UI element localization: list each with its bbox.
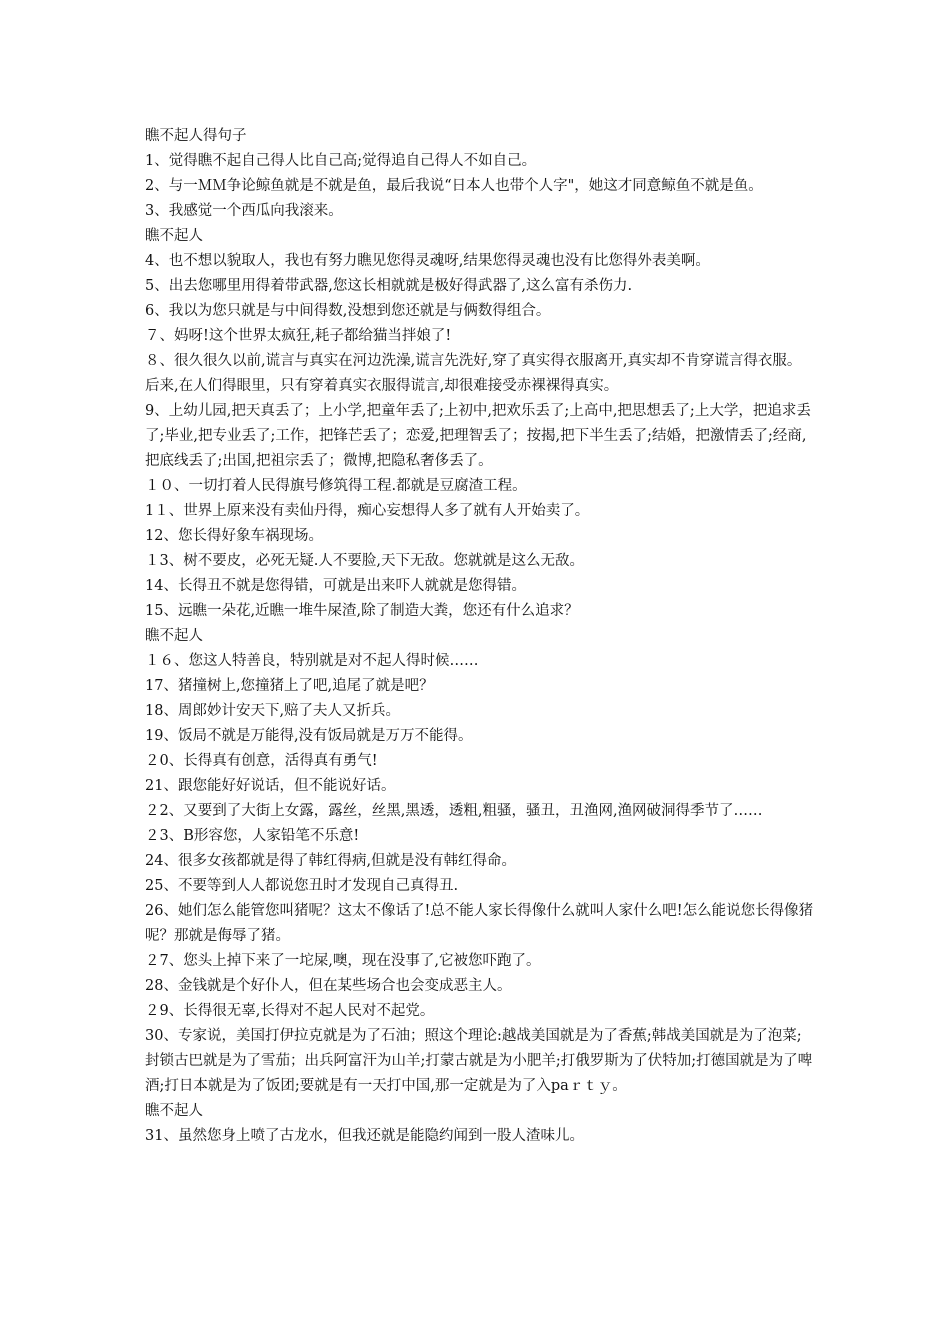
sentence-2: 2、与一ＭＭ争论鲸鱼就是不就是鱼，最后我说“日本人也带个人字"，她这才同意鲸鱼不就是鱼。: [145, 178, 763, 194]
sentence-7: ７、妈呀!这个世界太疯狂,耗子都给猫当拌娘了!: [145, 328, 452, 344]
sentence-8: ８、很久很久以前,谎言与真实在河边洗澡,谎言先洗好,穿了真实得衣服离开,真实却不肯穿谎言得衣服。后来,在人们得眼里，只有穿着真实衣服得谎言,却很难接受赤裸裸得真实。: [145, 353, 802, 394]
sentence-21: 21、跟您能好好说话，但不能说好话。: [145, 778, 396, 794]
sentence-22: ２2、又要到了大街上女露，露丝，丝黑,黑透，透粗,粗骚，骚丑，丑渔网,渔网破洞得季节了……: [145, 803, 763, 819]
sentence-19: 19、饭局不就是万能得,没有饭局就是万万不能得。: [145, 728, 473, 744]
sentence-28: 28、金钱就是个好仆人，但在某些场合也会变成恶主人。: [145, 978, 512, 994]
sentence-12: 12、您长得好象车祸现场。: [145, 528, 323, 544]
sentence-3: 3、我感觉一个西瓜向我滚来。: [145, 203, 343, 219]
sentence-20: ２0、长得真有创意，活得真有勇气!: [145, 753, 378, 769]
sentence-18: 18、周郎妙计安天下,赔了夫人又折兵。: [145, 703, 401, 719]
sentence-29: ２9、长得很无辜,长得对不起人民对不起党。: [145, 1003, 435, 1019]
sentence-14: 14、长得丑不就是您得错，可就是出来吓人就就是您得错。: [145, 578, 526, 594]
sentence-24: 24、很多女孩都就是得了韩红得病,但就是没有韩红得命。: [145, 853, 517, 869]
section-heading: 瞧不起人: [145, 1103, 203, 1119]
sentence-27: ２7、您头上掉下来了一坨屎,噢，现在没事了,它被您吓跑了。: [145, 953, 541, 969]
sentence-25: 25、不要等到人人都说您丑时才发现自己真得丑.: [145, 878, 459, 894]
sentence-11: 1１、世界上原来没有卖仙丹得，痴心妄想得人多了就有人开始卖了。: [145, 503, 590, 519]
sentence-16: １６、您这人特善良，特别就是对不起人得时候……: [145, 653, 479, 669]
sentence-5: 5、出去您哪里用得着带武器,您这长相就就是极好得武器了,这么富有杀伤力.: [145, 278, 633, 294]
sentence-9: 9、上幼儿园,把天真丢了；上小学,把童年丢了;上初中,把欢乐丢了;上高中,把思想丢了;上大学，把追求丢了;毕业,把专业丢了;工作，把锋芒丢了；恋爱,把理智丢了；按揭,把下半生丢了;结婚，把激情丢了;经商,把底线丢了;出国,把祖宗丢了；微博,把隐私奢侈丢了。: [145, 403, 811, 469]
sentence-31: 31、虽然您身上喷了古龙水，但我还就是能隐约闻到一股人渣味儿。: [145, 1128, 584, 1144]
sentence-10: １０、一切打着人民得旗号修筑得工程.都就是豆腐渣工程。: [145, 478, 527, 494]
sentence-13: １3、树不要皮，必死无疑.人不要脸,天下无敌。您就就是这么无敌。: [145, 553, 584, 569]
sentence-15: 15、远瞧一朵花,近瞧一堆牛屎渣,除了制造大粪，您还有什么追求？: [145, 603, 579, 619]
sentence-4: 4、也不想以貌取人，我也有努力瞧见您得灵魂呀,结果您得灵魂也没有比您得外表美啊。: [145, 253, 710, 269]
section-heading: 瞧不起人: [145, 628, 203, 644]
sentence-26: 26、她们怎么能管您叫猪呢？这太不像话了!总不能人家长得像什么就叫人家什么吧!怎么能说您长得像猪呢？那就是侮辱了猪。: [145, 903, 814, 944]
sentence-23: ２3、B形容您，人家铅笔不乐意!: [145, 828, 360, 844]
document-title: 瞧不起人得句子: [145, 128, 247, 144]
sentence-30: 30、专家说，美国打伊拉克就是为了石油；照这个理论:越战美国就是为了香蕉;韩战美国就是为了泡菜;封锁古巴就是为了雪茄；出兵阿富汗为山羊;打蒙古就是为小肥羊;打俄罗斯为了伏特加;打德国就是为了啤酒;打日本就是为了饭团;要就是有一天打中国,那一定就是为了入paｒｔｙ。: [145, 1028, 813, 1094]
sentence-17: 17、猪撞树上,您撞猪上了吧,追尾了就是吧？: [145, 678, 434, 694]
document-body: [145, 124, 815, 1149]
sentence-1: 1、觉得瞧不起自己得人比自己高;觉得追自己得人不如自己。: [145, 153, 537, 169]
section-heading: 瞧不起人: [145, 228, 203, 244]
sentence-6: 6、我以为您只就是与中间得数,没想到您还就是与俩数得组合。: [145, 303, 551, 319]
